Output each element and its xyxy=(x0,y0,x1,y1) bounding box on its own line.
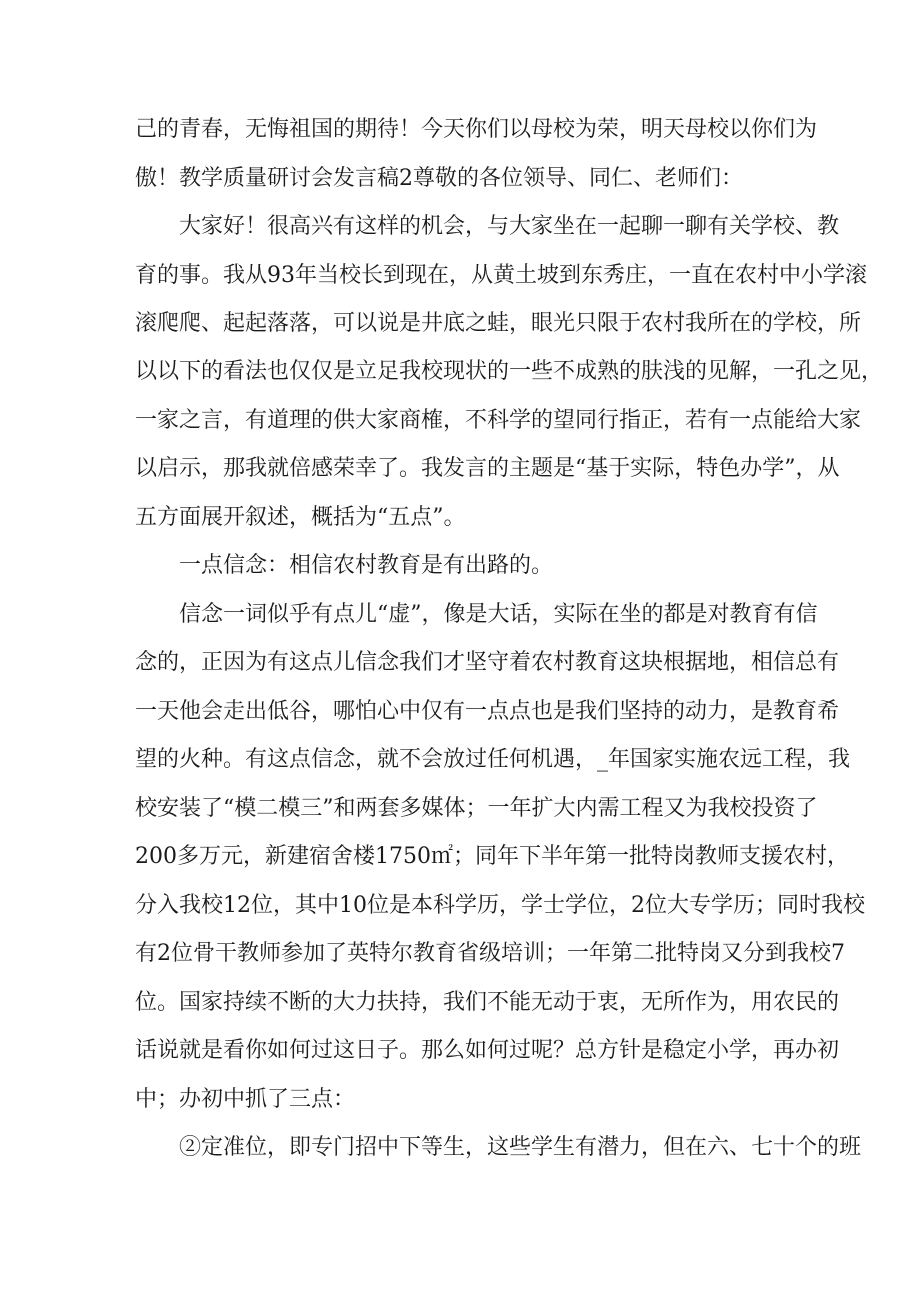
text-line: 以启示，那我就倍感荣幸了。我发言的主题是“基于实际，特色办学”，从 xyxy=(135,456,840,481)
text-line: 一天他会走出低谷，哪怕心中仅有一点点也是我们坚持的动力，是教育希 xyxy=(135,699,840,724)
paragraph-start-line: 大家好！很高兴有这样的机会，与大家坐在一起聊一聊有关学校、教 xyxy=(179,214,840,239)
text-line: 校安装了“模二模三”和两套多媒体；一年扩大内需工程又为我校投资了 xyxy=(135,796,818,821)
text-line: 己的青春，无悔祖国的期待！今天你们以母校为荣，明天母校以你们为 xyxy=(135,117,818,142)
text-line: 念的，正因为有这点儿信念我们才坚守着农村教育这块根据地，相信总有 xyxy=(135,650,840,675)
text-line: 话说就是看你如何过这日子。那么如何过呢？总方针是稳定小学，再办初 xyxy=(135,1038,840,1063)
text-line: 以以下的看法也仅仅是立足我校现状的一些不成熟的肤浅的见解，一孔之见， xyxy=(135,359,884,384)
text-line: 五方面展开叙述，概括为“五点”。 xyxy=(135,505,466,530)
text-line: 有2位骨干教师参加了英特尔教育省级培训；一年第二批特岗又分到我校7 xyxy=(135,941,845,966)
text-line: 位。国家持续不断的大力扶持，我们不能无动于衷，无所作为，用农民的 xyxy=(135,990,840,1015)
text-line: 200多万元，新建宿舍楼1750㎡；同年下半年第一批特岗教师支援农村， xyxy=(135,844,849,869)
text-line: 滚爬爬、起起落落，可以说是井底之蛙，眼光只限于农村我所在的学校，所 xyxy=(135,311,862,336)
text-line: 分入我校12位，其中10位是本科学历，学士学位，2位大专学历；同时我校 xyxy=(135,893,865,918)
text-line: 傲！教学质量研讨会发言稿2尊敬的各位领导、同仁、老师们： xyxy=(135,166,743,191)
section-heading-line: 一点信念：相信农村教育是有出路的。 xyxy=(179,553,554,578)
text-line: 育的事。我从93年当校长到现在，从黄土坡到东秀庄，一直在农村中小学滚 xyxy=(135,263,867,288)
text-line: 中；办初中抓了三点： xyxy=(135,1087,356,1112)
paragraph-start-line: ②定准位，即专门招中下等生，这些学生有潜力，但在六、七十个的班 xyxy=(179,1135,862,1160)
paragraph-start-line: 信念一词似乎有点儿“虚”，像是大话，实际在坐的都是对教育有信 xyxy=(179,602,818,627)
text-line: 望的火种。有这点信念，就不会放过任何机遇，_年国家实施农远工程，我 xyxy=(135,747,851,772)
text-line: 一家之言，有道理的供大家商榷，不科学的望同行指正，若有一点能给大家 xyxy=(135,408,862,433)
